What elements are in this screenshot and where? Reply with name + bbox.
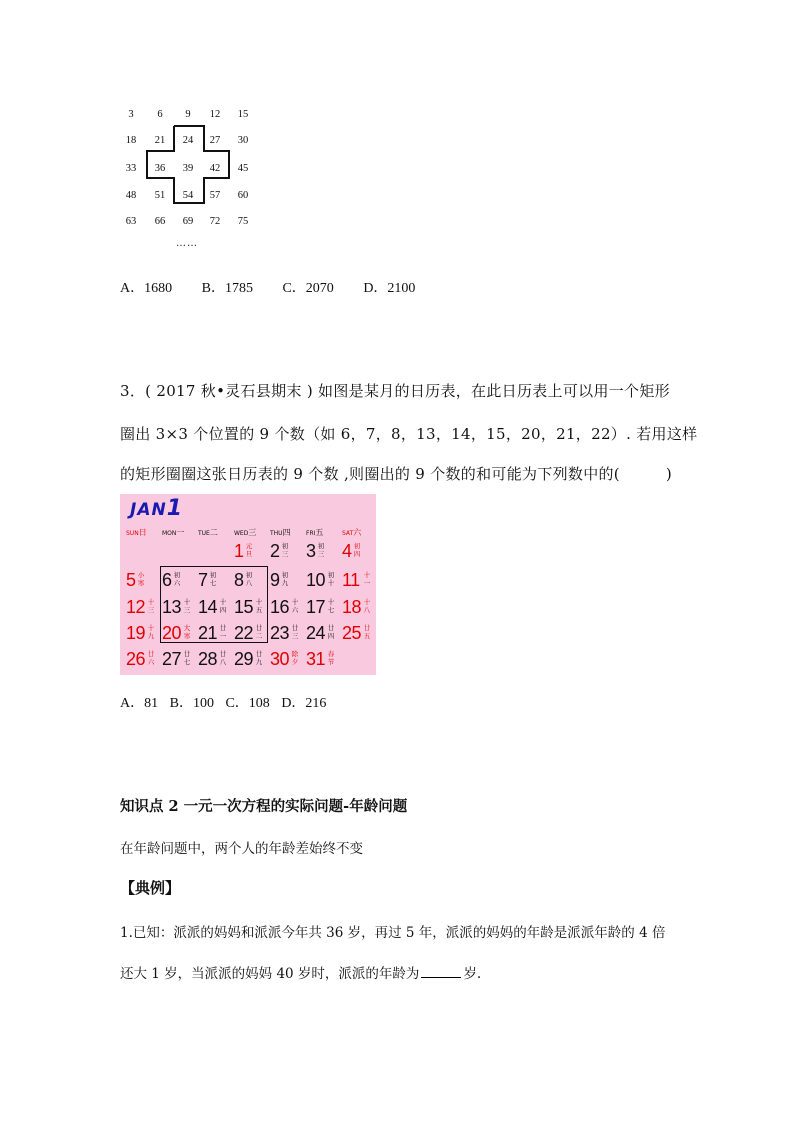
grid-number: 54 <box>182 190 194 201</box>
day-number: 23 <box>270 623 290 643</box>
weekday-zh: 五 <box>315 528 324 537</box>
q2-choices <box>120 277 441 297</box>
calendar-day <box>270 596 304 618</box>
lunar-date: 大 寒 <box>183 624 191 640</box>
grid-number: 63 <box>125 216 137 227</box>
lunar-date: 廿 五 <box>363 624 371 640</box>
calendar-month-number: 1 <box>166 496 183 521</box>
q3-choice-d[interactable]: D．216 <box>281 696 327 711</box>
lunar-date: 廿 四 <box>327 624 335 640</box>
weekday-zh: 六 <box>353 528 362 537</box>
day-number: 5 <box>126 570 136 590</box>
lunar-date: 初 四 <box>353 542 361 558</box>
lunar-date: 十 八 <box>363 598 371 614</box>
lunar-date: 廿 八 <box>219 650 227 666</box>
day-number: 2 <box>270 541 280 561</box>
weekday-en: FRI <box>306 530 316 537</box>
day-number: 18 <box>342 597 362 617</box>
day-number: 20 <box>162 623 182 643</box>
lunar-date: 廿 七 <box>183 650 191 666</box>
grid-number: 72 <box>209 216 221 227</box>
day-number: 13 <box>162 597 182 617</box>
grid-number: 21 <box>154 135 166 146</box>
lunar-date: 初 十 <box>327 571 335 587</box>
grid-number: 15 <box>237 109 249 120</box>
weekday-header <box>270 527 291 538</box>
grid-number: 6 <box>157 109 163 120</box>
q3-choice-c[interactable]: C．108 <box>225 696 270 711</box>
q3-line-2: 圈出 3×3 个位置的 9 个数（如 6，7，8，13，14，15，20，21，22）. 若用这样 <box>120 425 698 443</box>
calendar-day <box>306 622 340 644</box>
calendar-day <box>234 540 268 562</box>
calendar-day <box>270 540 304 562</box>
day-number: 31 <box>306 649 326 669</box>
grid-number: 39 <box>182 163 194 174</box>
lunar-date: 十 七 <box>327 598 335 614</box>
grid-number: 48 <box>125 190 137 201</box>
answer-blank[interactable] <box>421 965 461 978</box>
weekday-en: MON <box>162 530 177 537</box>
example-1-text: 还大 1 岁，当派派的妈妈 40 岁时，派派的年龄为 <box>120 966 420 982</box>
weekday-header <box>126 527 147 538</box>
day-number: 25 <box>342 623 362 643</box>
lunar-date: 小 寒 <box>137 571 145 587</box>
cross-outline <box>0 0 794 300</box>
weekday-zh: 四 <box>282 528 291 537</box>
lunar-date: 十 九 <box>147 624 155 640</box>
weekday-zh: 一 <box>176 528 185 537</box>
q2-choice-d[interactable]: D．2100 <box>363 281 416 296</box>
calendar-day <box>270 569 304 591</box>
day-number: 7 <box>198 570 208 590</box>
selection-rectangle-3x3 <box>160 566 268 643</box>
weekday-zh: 二 <box>209 528 218 537</box>
calendar-day <box>270 648 304 670</box>
day-number: 15 <box>234 597 254 617</box>
grid-number: 51 <box>154 190 166 201</box>
lunar-date: 廿 六 <box>147 650 155 666</box>
section-heading: 知识点 2 一元一次方程的实际问题-年龄问题 <box>120 798 408 815</box>
lunar-date: 初 七 <box>209 571 217 587</box>
q3-line-3: 的矩形圈圈这张日历表的 9 个数 ,则圈出的 9 个数的和可能为下列数中的( ) <box>120 465 673 483</box>
q2-choice-a[interactable]: A．1680 <box>120 281 173 296</box>
q3-choice-a[interactable]: A．81 <box>120 696 159 711</box>
grid-number: 9 <box>185 109 191 120</box>
day-number: 21 <box>198 623 218 643</box>
day-number: 16 <box>270 597 290 617</box>
grid-number: 45 <box>237 163 249 174</box>
grid-number: 60 <box>237 190 249 201</box>
lunar-date: 初 八 <box>245 571 253 587</box>
day-number: 12 <box>126 597 146 617</box>
calendar-day <box>162 648 196 670</box>
weekday-header <box>342 527 361 538</box>
grid-number: 3 <box>128 109 134 120</box>
lunar-date: 元 旦 <box>245 542 253 558</box>
day-number: 1 <box>234 541 244 561</box>
calendar-day <box>306 648 340 670</box>
lunar-date: 初 三 <box>281 542 289 558</box>
example-label: 【典例】 <box>120 879 181 897</box>
calendar-day <box>306 596 340 618</box>
day-number: 24 <box>306 623 326 643</box>
weekday-header <box>198 527 218 538</box>
day-number: 4 <box>342 541 352 561</box>
day-number: 17 <box>306 597 326 617</box>
calendar-day <box>342 540 376 562</box>
calendar-month: JAN <box>130 500 167 520</box>
lunar-date: 十 四 <box>219 598 227 614</box>
calendar-day <box>306 569 340 591</box>
day-number: 30 <box>270 649 290 669</box>
lunar-date: 十 三 <box>147 598 155 614</box>
weekday-header <box>306 527 323 538</box>
weekday-en: THU <box>270 530 283 537</box>
weekday-en: TUE <box>198 530 210 537</box>
day-number: 3 <box>306 541 316 561</box>
section-note: 在年龄问题中，两个人的年龄差始终不变 <box>120 841 363 857</box>
day-number: 8 <box>234 570 244 590</box>
example-1-suffix: 岁. <box>463 966 482 982</box>
lunar-date: 初 六 <box>173 571 181 587</box>
cross-shape <box>147 126 229 203</box>
grid-number: 42 <box>209 163 221 174</box>
calendar-day <box>234 648 268 670</box>
lunar-date: 十 五 <box>255 598 263 614</box>
lunar-date: 除 夕 <box>291 650 299 666</box>
weekday-en: SAT <box>342 530 354 537</box>
day-number: 14 <box>198 597 218 617</box>
weekday-header <box>234 527 256 538</box>
grid-number: 33 <box>125 163 137 174</box>
q3-choices <box>120 692 334 712</box>
q2-choice-b[interactable]: B．1785 <box>201 281 253 296</box>
day-number: 27 <box>162 649 182 669</box>
q3-choice-b[interactable]: B．100 <box>169 696 214 711</box>
example-1-line-1: 1.已知：派派的妈妈和派派今年共 36 岁，再过 5 年，派派的妈妈的年龄是派派年龄的 4 倍 <box>120 925 666 941</box>
day-number: 10 <box>306 570 326 590</box>
lunar-date: 廿 一 <box>219 624 227 640</box>
day-number: 19 <box>126 623 146 643</box>
calendar-day <box>126 648 160 670</box>
grid-ellipsis: …… <box>176 238 198 249</box>
grid-number: 75 <box>237 216 249 227</box>
lunar-date: 廿 二 <box>255 624 263 640</box>
calendar-day <box>306 540 340 562</box>
calendar-day <box>342 569 376 591</box>
calendar-day <box>126 569 160 591</box>
day-number: 26 <box>126 649 146 669</box>
calendar-day <box>270 622 304 644</box>
calendar-title <box>130 496 182 521</box>
lunar-date: 初 九 <box>281 571 289 587</box>
calendar-day <box>342 622 376 644</box>
grid-number: 57 <box>209 190 221 201</box>
lunar-date: 廿 三 <box>291 624 299 640</box>
weekday-en: SUN <box>126 530 139 537</box>
weekday-en: WED <box>234 530 249 537</box>
lunar-date: 初 三 <box>317 542 325 558</box>
grid-number: 30 <box>237 135 249 146</box>
grid-number: 24 <box>182 135 194 146</box>
lunar-date: 廿 九 <box>255 650 263 666</box>
grid-number: 36 <box>154 163 166 174</box>
calendar-day <box>342 596 376 618</box>
q3-line-1: 3．( 2017 秋•灵石县期末 ) 如图是某月的日历表，在此日历表上可以用一个矩形 <box>120 382 670 400</box>
grid-number: 27 <box>209 135 221 146</box>
day-number: 9 <box>270 570 280 590</box>
day-number: 28 <box>198 649 218 669</box>
lunar-date: 十 六 <box>291 598 299 614</box>
day-number: 22 <box>234 623 254 643</box>
example-1-line-2 <box>120 962 481 982</box>
day-number: 6 <box>162 570 172 590</box>
grid-number: 66 <box>154 216 166 227</box>
grid-number: 69 <box>182 216 194 227</box>
calendar-image <box>120 494 376 675</box>
q2-choice-c[interactable]: C．2070 <box>282 281 334 296</box>
weekday-zh: 三 <box>248 528 257 537</box>
grid-number: 12 <box>209 109 221 120</box>
lunar-date: 十 三 <box>183 598 191 614</box>
calendar-day <box>198 648 232 670</box>
lunar-date: 春 节 <box>327 650 335 666</box>
day-number: 29 <box>234 649 254 669</box>
weekday-zh: 日 <box>138 528 147 537</box>
grid-number: 18 <box>125 135 137 146</box>
calendar-day <box>126 622 160 644</box>
weekday-header <box>162 527 184 538</box>
day-number: 11 <box>342 570 360 590</box>
calendar-day <box>126 596 160 618</box>
lunar-date: 十 一 <box>363 571 371 587</box>
